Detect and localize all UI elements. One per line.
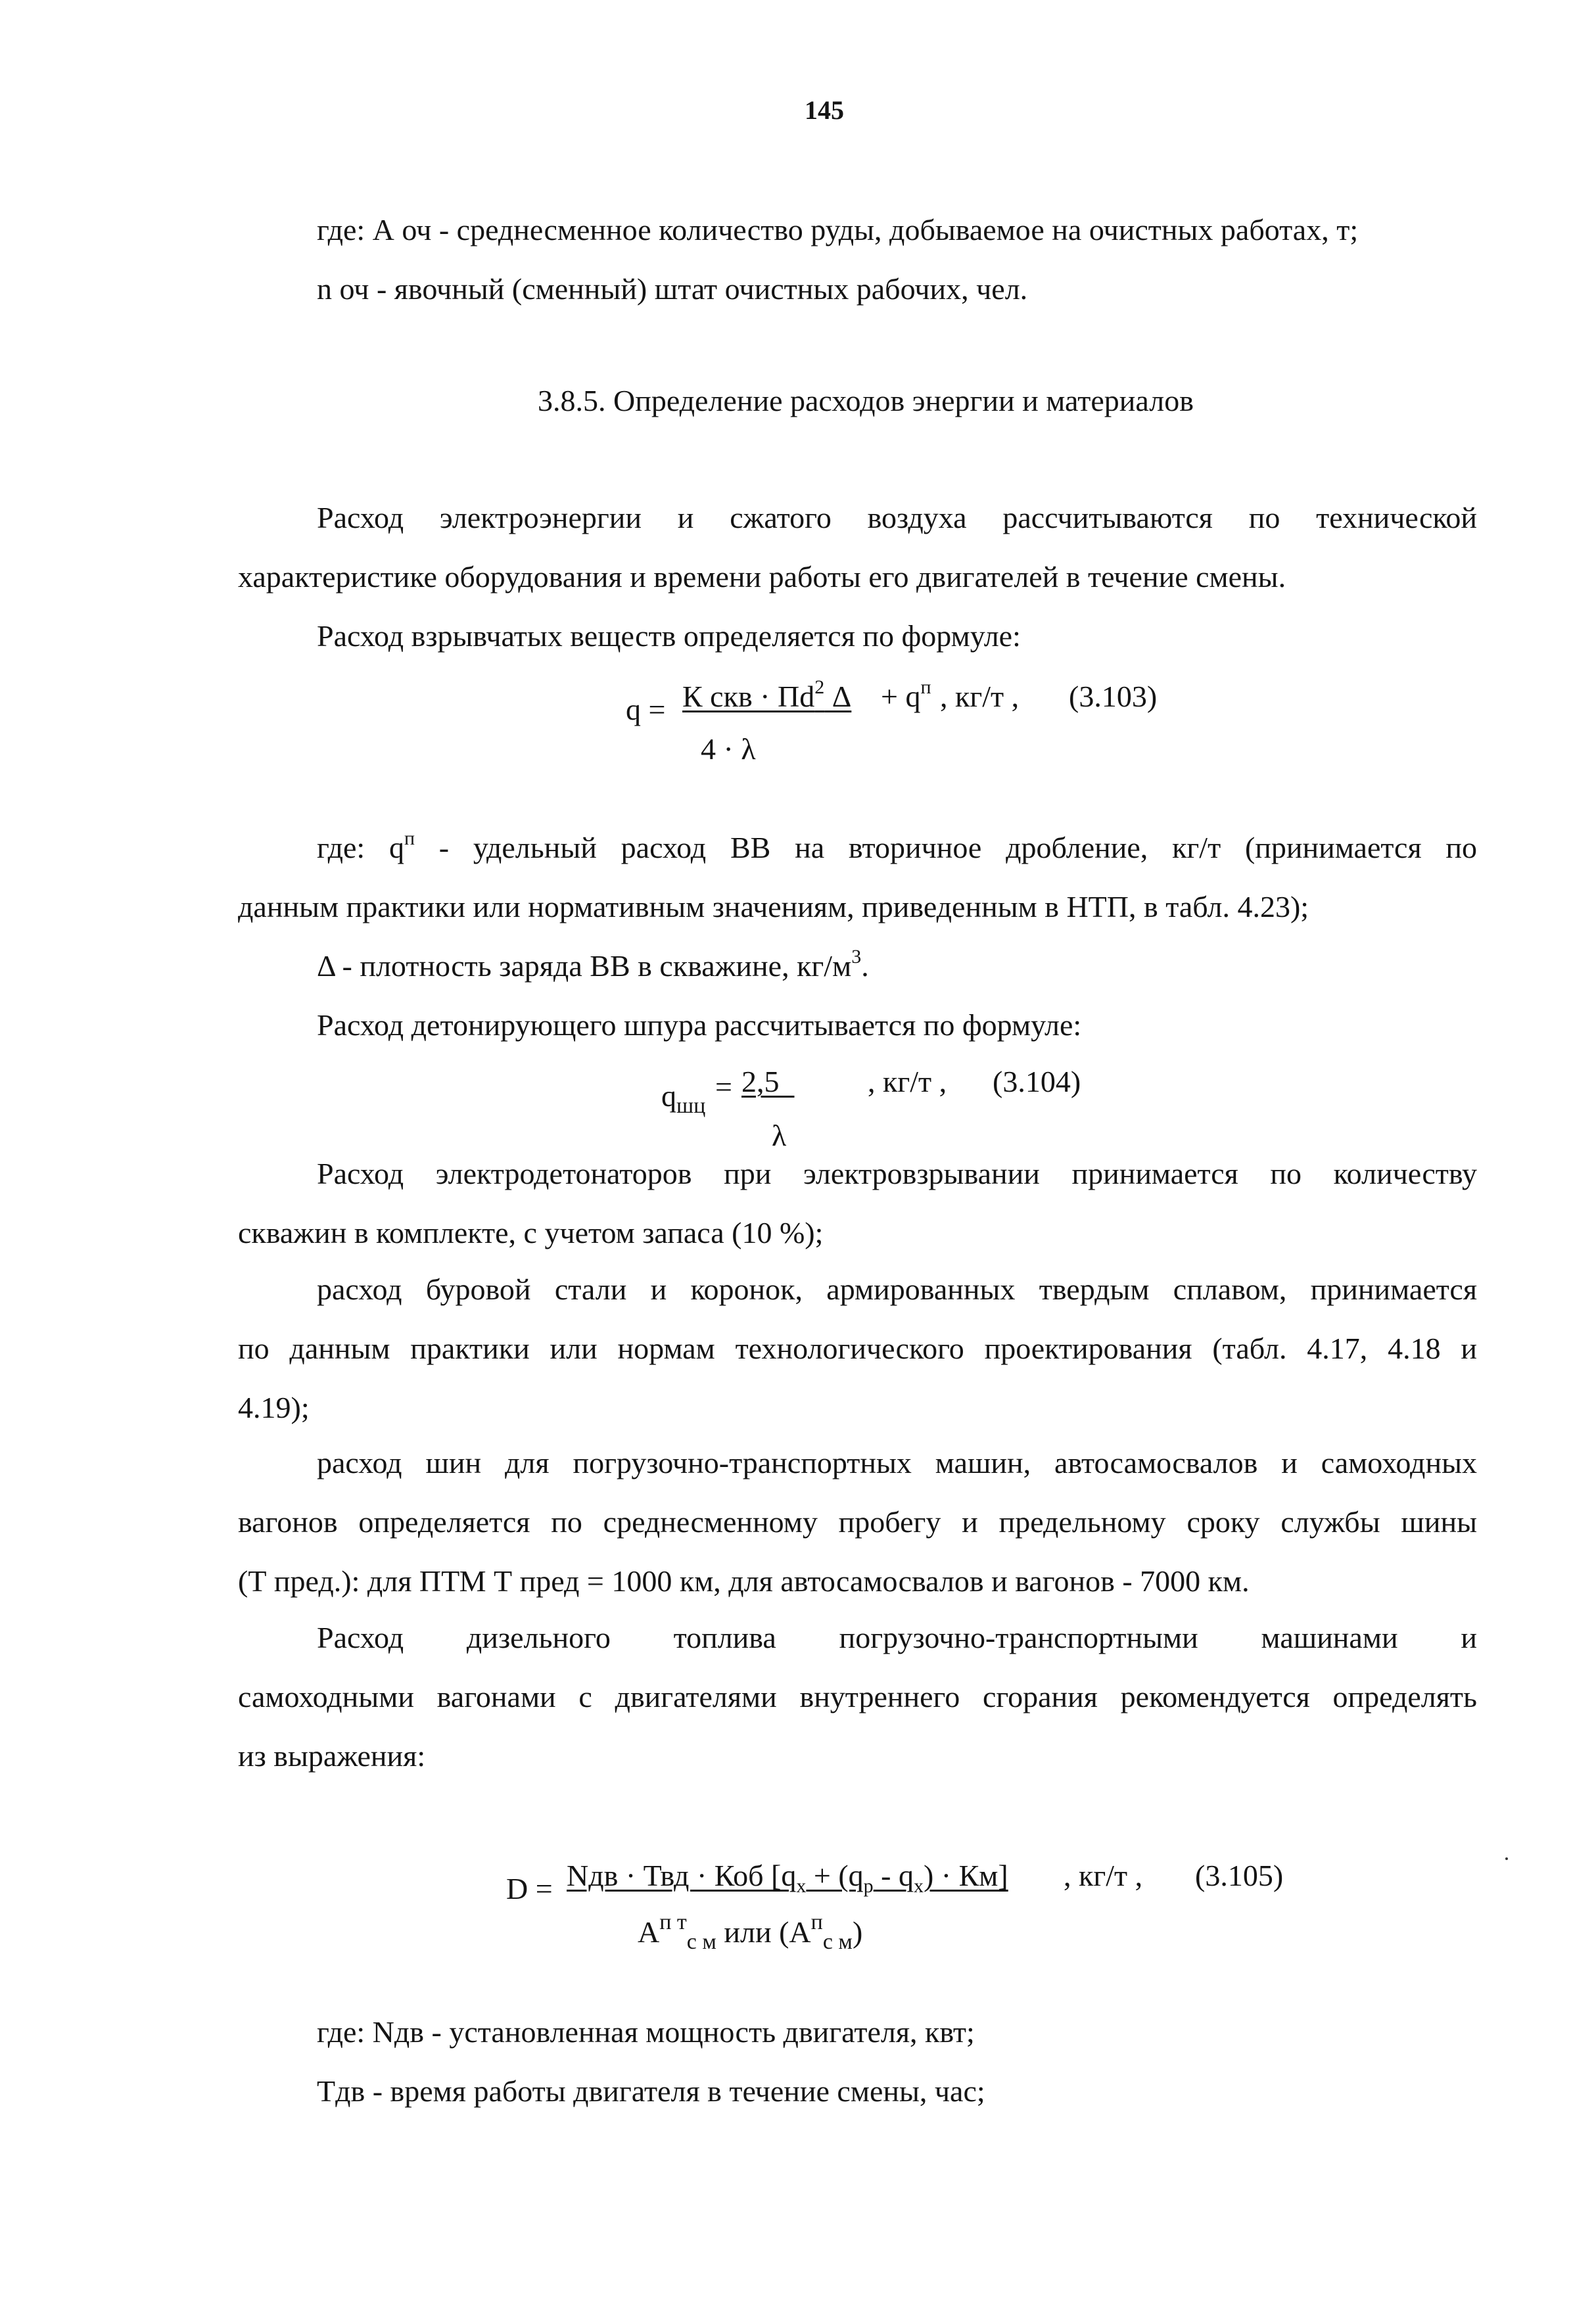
formula-unit: , кг/т , (940, 680, 1020, 713)
text-line: скважин в комплекте, с учетом запаса (10 %); (238, 1216, 824, 1249)
formula-unit: , кг/т , (868, 1065, 947, 1098)
text-line: самоходными вагонами с двигателями внутреннего сгорания рекомендуется определять (238, 1680, 1477, 1713)
text-line: по данным практики или нормам технологического проектирования (табл. 4.17, 4.18 и (238, 1332, 1477, 1365)
text-line: Расход электродетонаторов при электровзрывании принимается по количеству (317, 1157, 1477, 1190)
formula-numerator: 2,5 (741, 1065, 780, 1098)
formula-lhs: q = (626, 693, 666, 726)
text-line: расход буровой стали и коронок, армированных твердым сплавом, принимается (317, 1272, 1477, 1306)
formula-lhs: D = (506, 1872, 553, 1905)
text-line: из выражения: (238, 1739, 426, 1773)
text-line: Расход взрывчатых веществ определяется по формуле: (317, 619, 1021, 653)
text-line: Тдв - время работы двигателя в течение смены, час; (317, 2074, 985, 2108)
text-line: Δ - плотность заряда ВВ в скважине, $кг/м^3$. (317, 946, 869, 983)
formula-denominator: 4 · λ (701, 732, 756, 766)
text-line: Расход детонирующего шпура рассчитывается по формуле: (317, 1008, 1082, 1042)
formula-eq: = (715, 1070, 732, 1104)
formula-numerator: К скв · $\Pi d^2$ Δ (682, 676, 852, 713)
text-line: где: Nдв - установленная мощность двигателя, квт; (317, 2015, 975, 2049)
text-line: характеристике оборудования и времени работы его двигателей в течение смены. (238, 560, 1286, 594)
formula-number: (3.103) (1069, 680, 1158, 713)
formula-unit: , кг/т , (1064, 1859, 1143, 1892)
page-number: 145 (805, 95, 844, 125)
formula-denominator: $А^{п т}_{с м}$ или $(А^п_{с м})$ (638, 1910, 863, 1954)
formula-number: (3.104) (993, 1065, 1081, 1098)
text-line: где: А оч - среднесменное количество руды, добываемое на очистных работах, т; (317, 213, 1359, 246)
text-line: (Т пред.): для ПТМ Т пред = 1000 км, для автосамосвалов и вагонов - 7000 км. (238, 1564, 1250, 1598)
formula-numerator: Nдв · Твд · Коб $[q_x + (q_p - q_x) \cdot Км]$ (567, 1859, 1008, 1897)
formula-lhs: $q_{шц}$ (661, 1079, 706, 1118)
text-line: где: $q^п$ - удельный расход ВВ на вторичное дробление, кг/т (принимается по (317, 827, 1477, 864)
formula-number: (3.105) (1195, 1859, 1284, 1892)
text-line: 4.19); (238, 1391, 310, 1424)
text-line: n оч - явочный (сменный) штат очистных рабочих, чел. (317, 272, 1028, 306)
text-line: Расход электроэнергии и сжатого воздуха рассчитываются по технической (317, 501, 1477, 534)
formula-plus-term: + $q^п$ (881, 676, 931, 713)
text-line: расход шин для погрузочно-транспортных машин, автосамосвалов и самоходных (317, 1446, 1477, 1479)
text-line: вагонов определяется по среднесменному пробегу и предельному сроку службы шины (238, 1505, 1477, 1539)
text-line: данным практики или нормативным значениям, приведенным в НТП, в табл. 4.23); (238, 890, 1309, 923)
formula-denominator: λ (772, 1119, 787, 1152)
scan-speck (1505, 1857, 1508, 1860)
text-line: Расход дизельного топлива погрузочно-транспортными машинами и (317, 1621, 1477, 1654)
section-heading: 3.8.5. Определение расходов энергии и материалов (538, 384, 1194, 417)
